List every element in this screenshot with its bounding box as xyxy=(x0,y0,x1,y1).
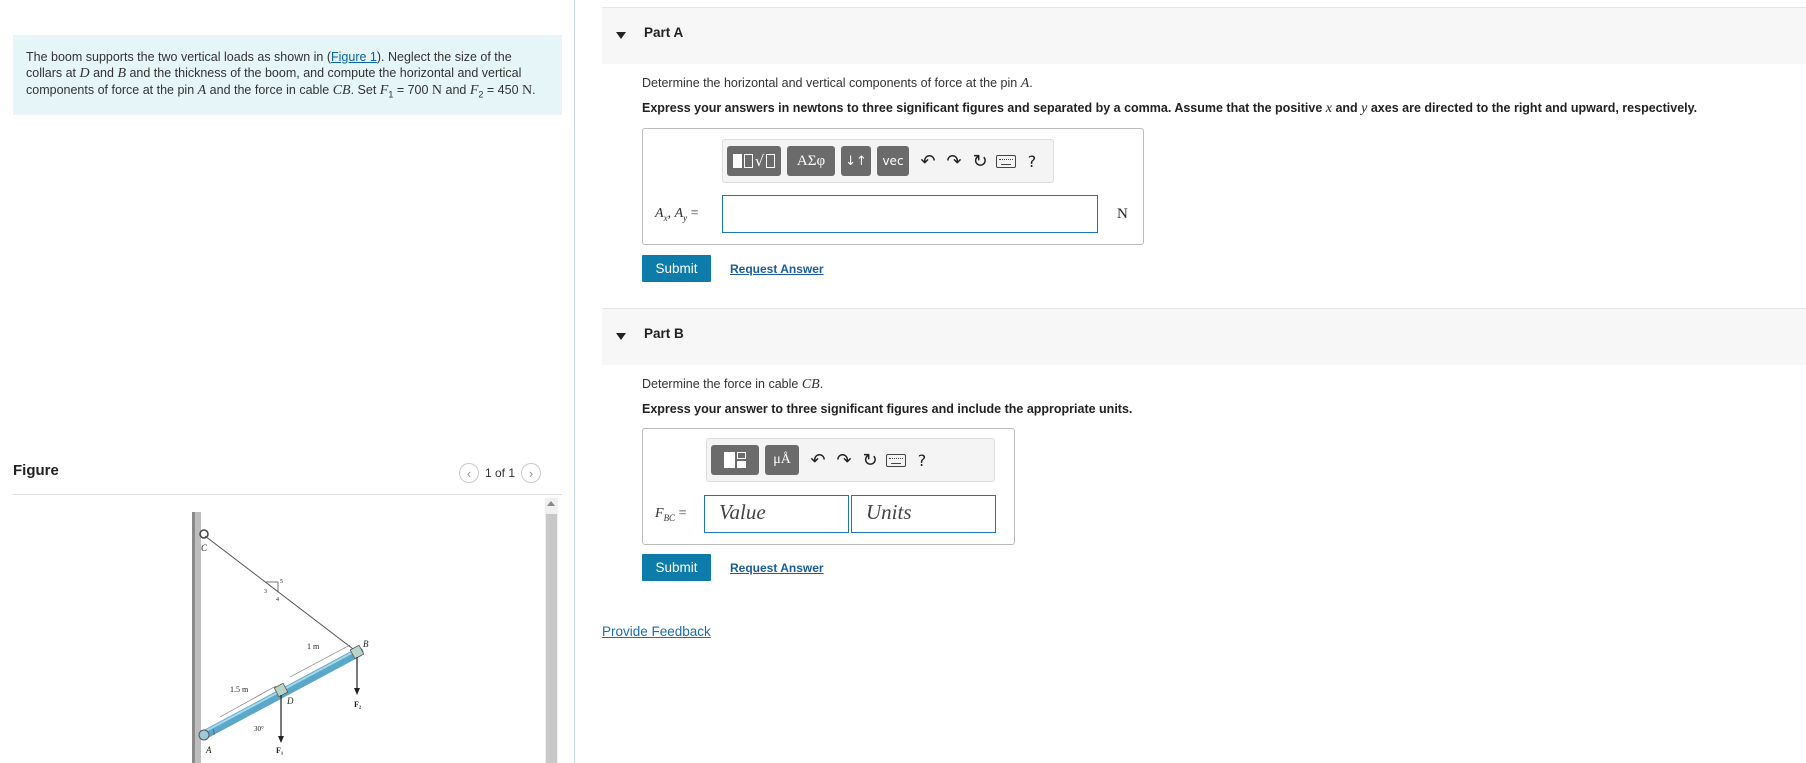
math-x: x xyxy=(1325,101,1332,116)
prev-figure-button[interactable] xyxy=(459,463,479,483)
problem-text: and xyxy=(442,83,470,97)
template-icon xyxy=(724,452,746,468)
figure-scrollbar[interactable] xyxy=(545,498,558,763)
units-symbol-button[interactable]: μÅ xyxy=(765,445,799,475)
part-a-answer-box xyxy=(642,128,1144,245)
label-5: 5 xyxy=(280,579,283,585)
arrows-button[interactable]: ↓↑ xyxy=(841,146,871,176)
label-3: 3 xyxy=(264,589,267,595)
label-B: B xyxy=(363,639,369,649)
unit-N: N xyxy=(431,83,443,98)
math-sub: y xyxy=(683,212,688,223)
math-sub: 1 xyxy=(388,89,394,100)
reset-icon[interactable]: ↻ xyxy=(972,150,988,172)
part-b-request-answer-link[interactable]: Request Answer xyxy=(730,561,824,575)
math-sub: x xyxy=(663,212,668,223)
label-eq: = xyxy=(675,506,687,521)
part-b-header[interactable] xyxy=(602,308,1806,365)
question-text: . xyxy=(819,377,824,391)
cable-CB xyxy=(205,536,357,652)
label-F1: F₁ xyxy=(276,746,284,755)
chevron-right-icon: › xyxy=(528,465,534,481)
left-panel xyxy=(0,0,576,763)
math-sub: BC xyxy=(663,512,676,523)
wall-edge xyxy=(192,512,195,763)
part-a-math-toolbar xyxy=(722,139,1054,183)
redo-icon[interactable]: ↷ xyxy=(836,449,852,471)
value-F2: = 450 xyxy=(483,83,523,97)
problem-text: and the thickness of the boom, and compute the horizontal and vertical components of force at the pin xyxy=(26,66,522,97)
label-F2: F₂ xyxy=(354,700,362,709)
math-sub: 2 xyxy=(478,89,484,100)
problem-text: and xyxy=(89,66,118,80)
math-B: B xyxy=(117,66,126,81)
math-F: F xyxy=(655,506,664,521)
problem-text: The boom supports the two vertical loads as shown in ( xyxy=(26,50,332,64)
label-15m: 1.5 m xyxy=(230,685,249,694)
problem-statement xyxy=(13,35,562,115)
question-text: Determine the horizontal and vertical components of force at the pin xyxy=(642,76,1021,90)
question-text: . xyxy=(1029,76,1033,90)
math-CB: CB xyxy=(332,83,351,98)
problem-text: . Set xyxy=(350,83,380,97)
undo-icon[interactable]: ↶ xyxy=(810,449,826,471)
help-button[interactable]: ? xyxy=(1027,151,1037,171)
part-b-value-input[interactable]: Value xyxy=(704,495,849,533)
help-button[interactable]: ? xyxy=(917,450,927,470)
part-a-input-label xyxy=(655,206,699,223)
label-eq: = xyxy=(687,206,699,221)
part-a-request-answer-link[interactable]: Request Answer xyxy=(730,262,824,276)
undo-icon[interactable]: ↶ xyxy=(920,150,936,172)
instr-text: axes are directed to the right and upward, respectively. xyxy=(1367,101,1698,115)
part-b-answer-box xyxy=(642,428,1015,545)
part-b-submit-button[interactable]: Submit xyxy=(642,554,711,581)
math-A: A xyxy=(197,83,207,98)
math-y: y xyxy=(1361,101,1368,116)
part-b-instructions: Express your answer to three significant figures and include the appropriate units. xyxy=(642,402,1133,416)
math-F2: F xyxy=(469,83,479,98)
panel-divider xyxy=(574,0,575,763)
figure-pager xyxy=(459,463,541,483)
figure-title: Figure xyxy=(13,462,59,479)
value-F1: = 700 xyxy=(393,83,432,97)
greek-button[interactable]: ΑΣφ xyxy=(787,146,835,176)
part-a-instructions xyxy=(642,101,1697,117)
part-b-label: Part B xyxy=(644,326,684,341)
part-a-answer-input[interactable] xyxy=(722,195,1098,233)
question-text: Determine the force in cable xyxy=(642,377,802,391)
problem-text: ). Neglect the size of the collars at xyxy=(26,50,512,80)
part-a-header[interactable] xyxy=(602,7,1806,64)
keyboard-icon[interactable] xyxy=(883,445,909,475)
part-b-question xyxy=(642,377,823,393)
collapse-triangle-icon[interactable] xyxy=(616,32,626,39)
label-C: C xyxy=(201,543,208,553)
keyboard-icon[interactable] xyxy=(993,146,1019,176)
redo-icon[interactable]: ↷ xyxy=(946,150,962,172)
reset-icon[interactable]: ↻ xyxy=(862,449,878,471)
chevron-left-icon: ‹ xyxy=(466,465,472,481)
part-a-unit: N xyxy=(1117,206,1128,222)
template-icon: √ xyxy=(733,152,776,170)
label-D: D xyxy=(287,696,294,706)
math-A: A xyxy=(674,206,684,221)
instr-text: and xyxy=(1331,101,1362,115)
part-a-label: Part A xyxy=(644,25,684,40)
figure-divider xyxy=(13,494,562,495)
part-b-math-toolbar xyxy=(706,438,995,482)
pager-text: 1 of 1 xyxy=(485,466,516,480)
math-CB: CB xyxy=(801,377,820,392)
part-b-units-input[interactable]: Units xyxy=(851,495,996,533)
scrollbar-thumb[interactable] xyxy=(546,514,557,763)
problem-text: . xyxy=(532,83,536,97)
part-b-input-label xyxy=(655,506,686,523)
provide-feedback-link[interactable]: Provide Feedback xyxy=(602,624,711,639)
math-D: D xyxy=(79,66,90,81)
part-a-question xyxy=(642,76,1033,92)
next-figure-button[interactable] xyxy=(521,463,541,483)
label-4: 4 xyxy=(276,597,279,603)
arrowhead-icon xyxy=(278,736,284,743)
collapse-triangle-icon[interactable] xyxy=(616,333,626,340)
pin-A xyxy=(199,730,209,740)
part-a-submit-button[interactable]: Submit xyxy=(642,255,711,282)
arrowhead-icon xyxy=(354,688,360,695)
math-A: A xyxy=(1020,76,1030,91)
unit-N: N xyxy=(522,83,533,98)
instr-text: Express your answers in newtons to three significant figures and separated by a comma. Assume that the positive xyxy=(642,101,1326,115)
scroll-up-icon[interactable] xyxy=(547,501,555,506)
label-sep: , xyxy=(667,206,675,221)
templates-button[interactable] xyxy=(727,146,781,176)
label-1m: 1 m xyxy=(307,642,320,651)
label-angle: 30° xyxy=(254,725,264,733)
label-A: A xyxy=(206,745,212,755)
boom-figure xyxy=(180,512,400,763)
problem-text: and the force in cable xyxy=(206,83,333,97)
math-A: A xyxy=(655,206,664,221)
math-F1: F xyxy=(379,83,389,98)
templates-button[interactable] xyxy=(711,445,759,475)
figure-link[interactable]: Figure 1 xyxy=(331,50,377,64)
vec-button[interactable]: vec xyxy=(877,146,909,176)
